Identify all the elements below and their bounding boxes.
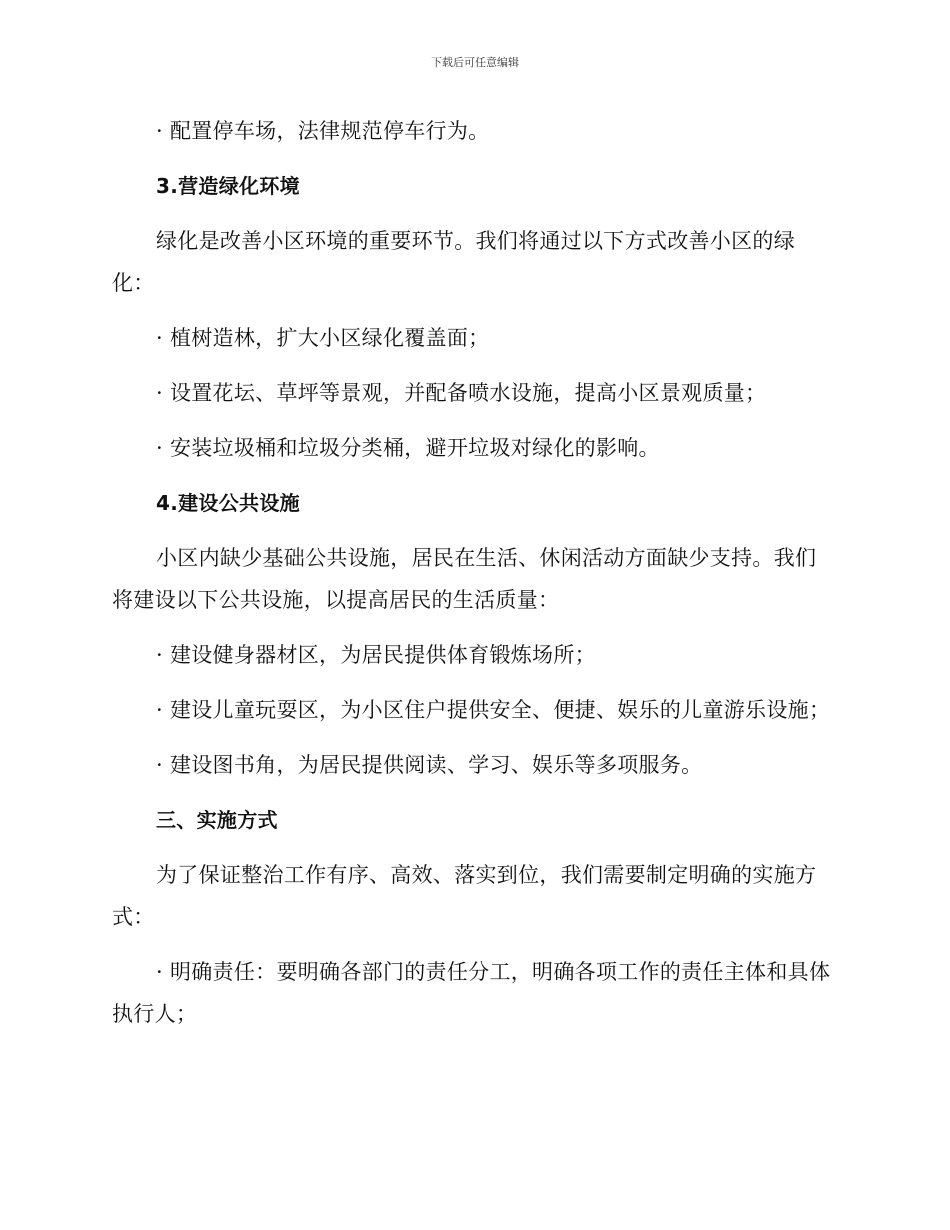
paragraph-greening-intro: 绿化是改善小区环境的重要环节。我们将通过以下方式改善小区的绿化：	[112, 229, 795, 295]
header-note: 下载后可任意编辑	[431, 56, 519, 69]
paragraph-facilities-intro: 小区内缺少基础公共设施，居民在生活、休闲活动方面缺少支持。我们将建设以下公共设施，以提高居民的生活质量：	[112, 546, 817, 612]
heading-greening: 3.营造绿化环境	[156, 174, 300, 198]
heading-implementation: 三、实施方式	[156, 808, 278, 832]
bullet-library-corner: · 建设图书角，为居民提供阅读、学习、娱乐等多项服务。	[156, 753, 703, 777]
document-body	[112, 110, 832, 1048]
bullet-planting: · 植树造林，扩大小区绿化覆盖面；	[156, 326, 490, 350]
paragraph-implementation-intro: 为了保证整治工作有序、高效、落实到位，我们需要制定明确的实施方式：	[112, 863, 817, 929]
bullet-fitness-area: · 建设健身器材区，为居民提供体育锻炼场所；	[156, 643, 596, 667]
bullet-landscape: · 设置花坛、草坪等景观，并配备喷水设施，提高小区景观质量；	[156, 381, 767, 405]
bullet-children-area: · 建设儿童玩耍区，为小区住户提供安全、便捷、娱乐的儿童游乐设施；	[156, 698, 831, 722]
bullet-parking: · 配置停车场，法律规范停车行为。	[156, 119, 490, 143]
heading-public-facilities: 4.建设公共设施	[156, 491, 300, 515]
bullet-clear-responsibility: · 明确责任：要明确各部门的责任分工，明确各项工作的责任主体和具体执行人；	[112, 960, 831, 1026]
bullet-trash-bins: · 安装垃圾桶和垃圾分类桶，避开垃圾对绿化的影响。	[156, 436, 660, 460]
